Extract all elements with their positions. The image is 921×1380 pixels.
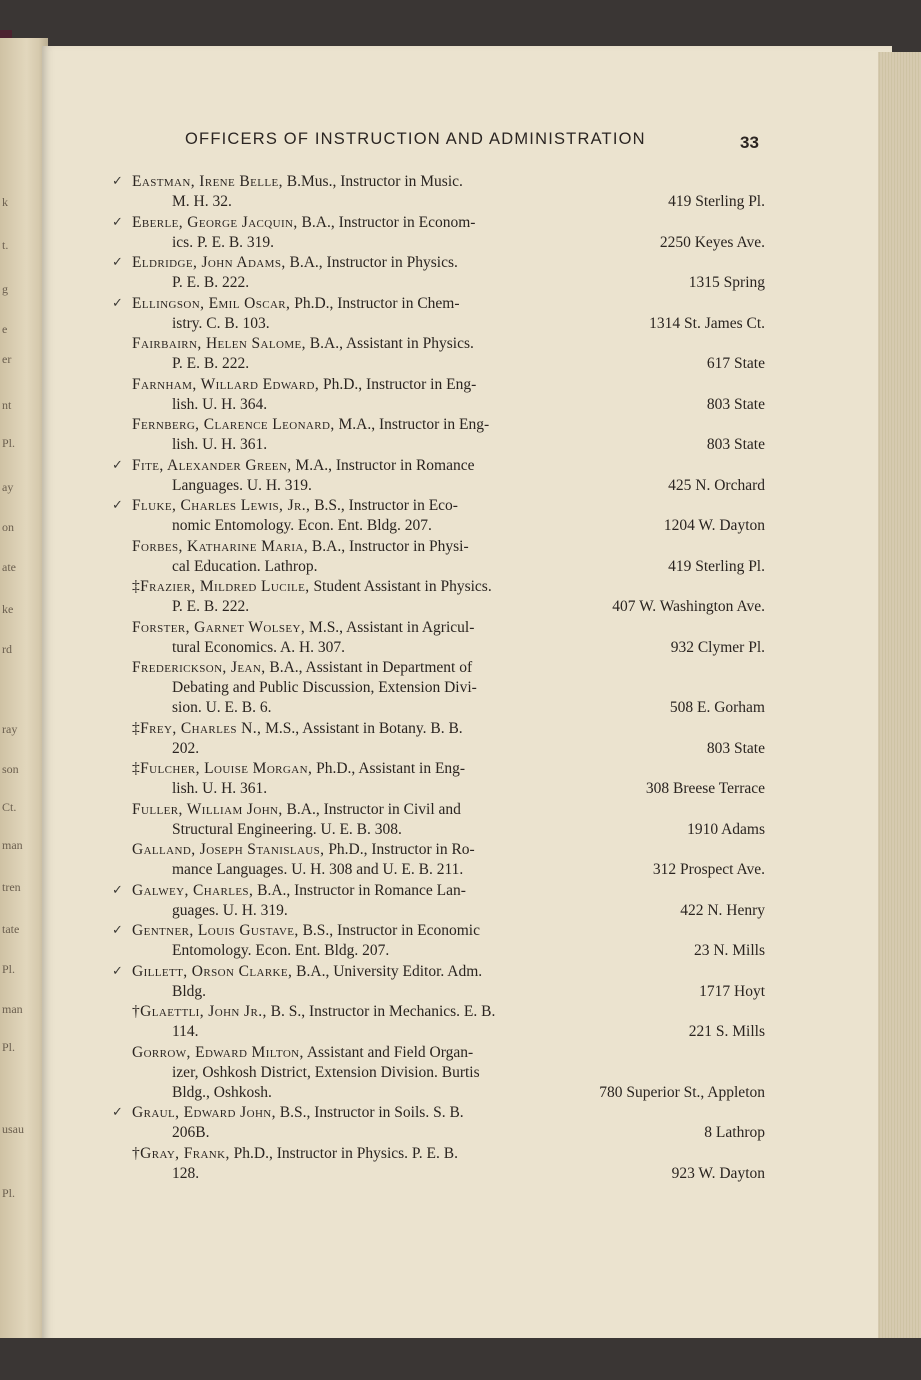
previous-page-fragment: nt — [2, 398, 12, 412]
directory-entry — [0, 253, 921, 293]
directory-entry — [0, 1103, 921, 1143]
directory-entry — [0, 840, 921, 880]
previous-page-fragment: Pl. — [2, 1040, 16, 1054]
entry-continuation-2: sion. U. E. B. 6. — [172, 699, 272, 716]
entry-first-line — [132, 658, 472, 678]
entry-title: B.A., Assistant in Physics. — [305, 335, 474, 352]
directory-entry — [0, 213, 921, 253]
entry-continuation: 128. — [172, 1164, 200, 1182]
check-mark-icon: ✓ — [112, 923, 123, 938]
entry-address: 308 Breese Terrace — [645, 780, 765, 797]
directory-entry — [0, 577, 921, 617]
directory-entry — [0, 1002, 921, 1042]
entry-title: Student Assistant in Physics. — [309, 578, 492, 595]
entry-continuation: nomic Entomology. Econ. Ent. Bldg. 207. — [172, 517, 432, 534]
directory-entry — [0, 1043, 921, 1103]
directory-entry — [0, 921, 921, 961]
previous-page-fragment: t. — [2, 238, 9, 252]
entry-name: Graul, Edward John, — [132, 1104, 276, 1121]
entry-title: B.Mus., Instructor in Music. — [282, 173, 463, 190]
entry-name: Gorrow, Edward Milton, — [132, 1043, 304, 1061]
entry-continuation: 114. — [172, 1023, 199, 1040]
entry-title: Ph.D., Instructor in Ro- — [324, 841, 475, 858]
entry-address: 1314 St. James Ct. — [649, 314, 765, 332]
entry-continuation: Debating and Public Discussion, Extension Divi- — [172, 679, 477, 696]
running-head: OFFICERS OF INSTRUCTION AND ADMINISTRATION — [185, 130, 646, 148]
entry-name: †Gray, Frank, — [132, 1144, 230, 1162]
entry-continuation: istry. C. B. 103. — [172, 314, 270, 332]
entry-name: Fairbairn, Helen Salome, — [132, 335, 306, 352]
previous-page-fragment: son — [2, 762, 19, 776]
entry-first-line — [132, 800, 461, 820]
entry-name: Eastman, Irene Belle, — [132, 173, 283, 190]
entry-title: Ph.D., Instructor in Chem- — [290, 294, 460, 312]
entry-name: Gentner, Louis Gustave, — [132, 922, 299, 939]
entry-name: Forster, Garnet Wolsey, — [132, 618, 306, 636]
directory-entry — [0, 496, 921, 536]
entry-title: B.S., Instructor in Economic — [298, 922, 480, 939]
entry-continuation: 202. — [172, 739, 200, 757]
previous-page-fragment: rd — [2, 642, 12, 656]
entry-name: Fuller, William John, — [132, 800, 283, 818]
entry-name: ‡Frey, Charles N., — [132, 719, 262, 737]
entry-first-line — [132, 840, 475, 860]
check-mark-icon: ✓ — [112, 214, 123, 230]
entry-name: Galland, Joseph Stanislaus, — [132, 841, 325, 858]
previous-page-fragment: e — [2, 322, 8, 336]
entry-address: 923 W. Dayton — [671, 1164, 765, 1182]
previous-page-fragment: man — [2, 1002, 23, 1016]
entry-first-line — [132, 719, 463, 739]
entry-name: Eberle, George Jacquin, — [132, 213, 298, 231]
entry-first-line — [132, 456, 475, 476]
entry-address: 8 Lathrop — [704, 1124, 765, 1141]
check-mark-icon: ✓ — [112, 963, 123, 979]
entry-first-line — [132, 921, 480, 941]
entry-continuation: guages. U. H. 319. — [172, 901, 288, 919]
entry-address: 23 N. Mills — [693, 942, 765, 959]
entry-title: B.S., Instructor in Eco- — [310, 497, 458, 514]
previous-page-fragment: ay — [2, 480, 14, 494]
entry-name: Frederickson, Jean, — [132, 659, 266, 676]
previous-page-fragment: ray — [2, 722, 18, 736]
entry-address: 407 W. Washington Ave. — [612, 598, 765, 615]
entry-first-line — [132, 881, 466, 901]
directory-entry — [0, 800, 921, 840]
entry-name: Galwey, Charles, — [132, 881, 254, 899]
entry-address: 508 E. Gorham — [669, 699, 765, 716]
entry-first-line — [132, 213, 475, 233]
entry-name: †Glaettli, John Jr., — [132, 1003, 267, 1020]
entry-title: Ph.D., Assistant in Eng- — [312, 760, 466, 777]
entry-first-line — [132, 537, 469, 557]
directory-entry — [0, 334, 921, 374]
entry-name: Fite, Alexander Green, — [132, 456, 292, 474]
check-mark-icon: ✓ — [112, 255, 123, 270]
previous-page-fragment: Pl. — [2, 1186, 16, 1200]
entry-title: B.A., University Editor. Adm. — [292, 962, 483, 980]
directory-entry — [0, 456, 921, 496]
entry-title: M.S., Assistant in Agricul- — [305, 618, 475, 636]
entry-name: Farnham, Willard Edward, — [132, 375, 320, 393]
previous-page-fragment: g — [2, 282, 8, 296]
entry-continuation: lish. U. H. 364. — [172, 395, 268, 413]
previous-page-fragment: tren — [2, 880, 21, 894]
entry-title: B.A., Instructor in Physics. — [285, 254, 458, 271]
entry-address: 419 Sterling Pl. — [668, 557, 765, 575]
entry-continuation: P. E. B. 222. — [172, 598, 250, 615]
entry-address: 425 N. Orchard — [668, 476, 765, 494]
entry-address: 312 Prospect Ave. — [652, 861, 765, 878]
entry-address: 803 State — [706, 436, 765, 453]
entry-first-line — [132, 415, 489, 435]
entry-title: M.S., Assistant in Botany. B. B. — [261, 719, 463, 737]
entry-title: M.A., Instructor in Romance — [291, 456, 475, 474]
entry-title: B. S., Instructor in Mechanics. E. B. — [266, 1003, 496, 1020]
entry-first-line — [132, 253, 458, 273]
directory-entry — [0, 1144, 921, 1184]
entry-title: Ph.D., Instructor in Physics. P. E. B. — [229, 1144, 458, 1162]
entry-name: Fluke, Charles Lewis, Jr., — [132, 497, 311, 514]
previous-page-fragment: tate — [2, 922, 20, 936]
previous-page-fragment: er — [2, 352, 12, 366]
entry-continuation: lish. U. H. 361. — [172, 436, 268, 453]
entry-continuation: lish. U. H. 361. — [172, 780, 268, 797]
directory-entry — [0, 537, 921, 577]
entry-title: B.A., Instructor in Econom- — [297, 213, 476, 231]
entry-address: 1717 Hoyt — [699, 982, 765, 1000]
previous-page-fragment: Pl. — [2, 436, 16, 450]
directory-entry — [0, 759, 921, 799]
previous-page-fragment: usau — [2, 1122, 24, 1136]
entry-name: ‡Frazier, Mildred Lucile, — [132, 578, 310, 595]
entry-first-line — [132, 1002, 495, 1022]
entry-first-line — [132, 962, 482, 982]
entry-name: Fernberg, Clarence Leonard, — [132, 416, 335, 433]
entry-name: Gillett, Orson Clarke, — [132, 962, 293, 980]
entry-address: 1315 Spring — [688, 274, 765, 291]
entry-first-line — [132, 294, 460, 314]
entry-first-line — [132, 1103, 464, 1123]
entry-address: 617 State — [706, 355, 765, 372]
entry-continuation-2: Bldg., Oshkosh. — [172, 1083, 272, 1101]
entry-address: 2250 Keyes Ave. — [659, 233, 765, 251]
entry-title: B.A., Instructor in Romance Lan- — [253, 881, 466, 899]
entry-continuation: P. E. B. 222. — [172, 274, 250, 291]
entry-first-line — [132, 1144, 458, 1164]
entry-continuation: cal Education. Lathrop. — [172, 557, 318, 575]
entry-title: B.A., Assistant in Department of — [265, 659, 473, 676]
check-mark-icon: ✓ — [112, 1105, 123, 1120]
entry-address: 803 State — [706, 395, 765, 413]
entry-title: B.A., Instructor in Civil and — [282, 800, 461, 818]
previous-page-fragment: ate — [2, 560, 16, 574]
previous-page-fragment: man — [2, 838, 23, 852]
directory-entry — [0, 415, 921, 455]
entry-address: 221 S. Mills — [688, 1023, 765, 1040]
entry-continuation: ics. P. E. B. 319. — [172, 233, 275, 251]
entry-address: 422 N. Henry — [680, 901, 765, 919]
entry-title: B.A., Instructor in Physi- — [308, 537, 469, 555]
check-mark-icon: ✓ — [112, 174, 123, 189]
entry-name: Eldridge, John Adams, — [132, 254, 286, 271]
previous-page-fragment: ke — [2, 602, 14, 616]
previous-page-fragment: Ct. — [2, 800, 17, 814]
entry-address: 1204 W. Dayton — [663, 517, 765, 534]
entry-address: 780 Superior St., Appleton — [599, 1083, 765, 1101]
entry-name: Ellingson, Emil Oscar, — [132, 294, 291, 312]
entry-address: 803 State — [706, 739, 765, 757]
entry-title: Ph.D., Instructor in Eng- — [319, 375, 477, 393]
entry-name: Forbes, Katharine Maria, — [132, 537, 309, 555]
directory-entry — [0, 294, 921, 334]
directory-entry — [0, 618, 921, 658]
entry-continuation: tural Economics. A. H. 307. — [172, 638, 346, 656]
entry-first-line — [132, 1043, 473, 1063]
entry-continuation: Bldg. — [172, 982, 207, 1000]
entry-title: M.A., Instructor in Eng- — [334, 416, 490, 433]
entry-continuation: Entomology. Econ. Ent. Bldg. 207. — [172, 942, 390, 959]
entry-first-line — [132, 334, 474, 354]
entry-continuation: mance Languages. U. H. 308 and U. E. B. 211. — [172, 861, 464, 878]
check-mark-icon: ✓ — [112, 457, 123, 473]
directory-entry — [0, 881, 921, 921]
entry-continuation: Languages. U. H. 319. — [172, 476, 312, 494]
entry-address: 1910 Adams — [687, 820, 765, 838]
entry-first-line — [132, 375, 476, 395]
directory-entry — [0, 719, 921, 759]
entry-first-line — [132, 172, 463, 192]
entry-continuation: Structural Engineering. U. E. B. 308. — [172, 820, 402, 838]
check-mark-icon: ✓ — [112, 882, 123, 898]
page-number: 33 — [740, 133, 759, 152]
check-mark-icon: ✓ — [112, 498, 123, 513]
check-mark-icon: ✓ — [112, 295, 123, 311]
entry-first-line — [132, 496, 458, 516]
previous-page-fragment: k — [2, 195, 8, 209]
entry-first-line — [132, 759, 465, 779]
entry-continuation: 206B. — [172, 1124, 210, 1141]
directory-entry — [0, 375, 921, 415]
entry-name: ‡Fulcher, Louise Morgan, — [132, 760, 313, 777]
entry-title: B.S., Instructor in Soils. S. B. — [275, 1104, 464, 1121]
entry-title: Assistant and Field Organ- — [303, 1043, 474, 1061]
entry-continuation: P. E. B. 222. — [172, 355, 250, 372]
entry-address: 419 Sterling Pl. — [668, 193, 765, 210]
directory-entry — [0, 658, 921, 718]
entry-continuation: izer, Oshkosh District, Extension Division. Burtis — [172, 1063, 480, 1081]
previous-page-fragment: on — [2, 520, 14, 534]
directory-entry — [0, 172, 921, 212]
directory-entry — [0, 962, 921, 1002]
entry-first-line — [132, 577, 492, 597]
entry-continuation: M. H. 32. — [172, 193, 232, 210]
previous-page-fragment: Pl. — [2, 962, 16, 976]
entry-first-line — [132, 618, 474, 638]
entry-address: 932 Clymer Pl. — [670, 638, 765, 656]
